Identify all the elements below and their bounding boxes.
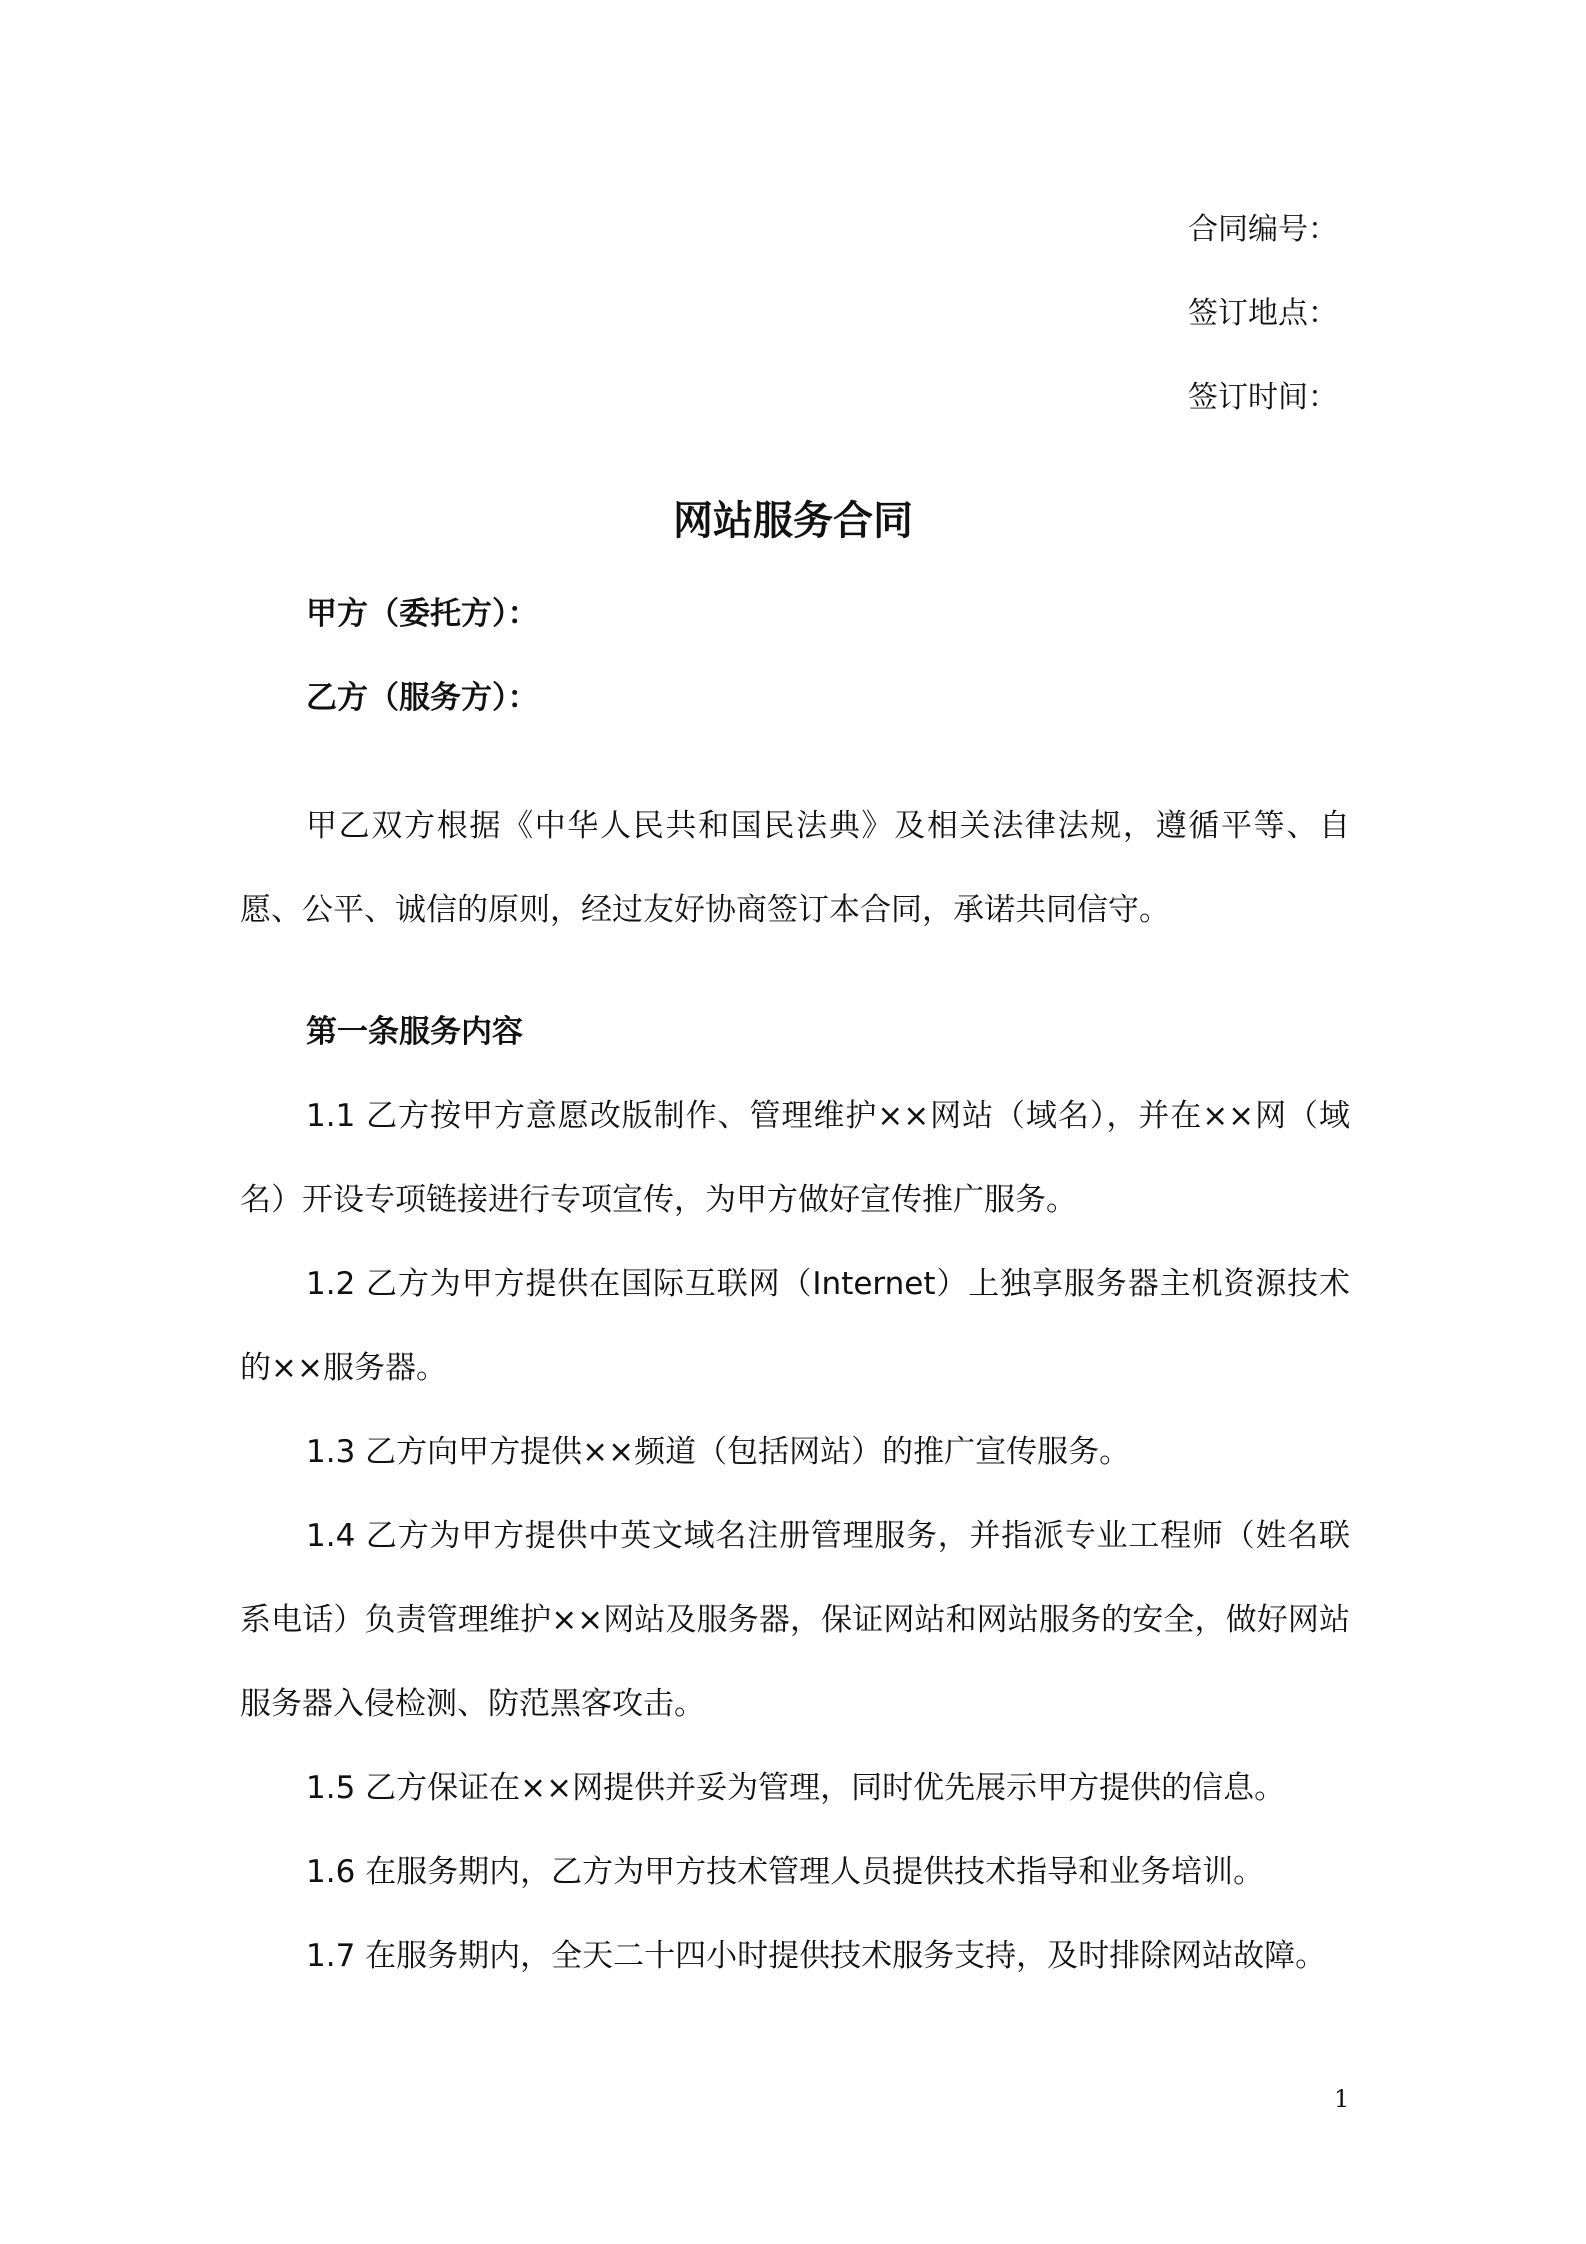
clause-1-6: 1.6 在服务期内，乙方为甲方技术管理人员提供技术指导和业务培训。 — [306, 1854, 1265, 1890]
section-1-heading: 第一条服务内容 — [306, 1014, 523, 1050]
clause-1-7: 1.7 在服务期内，全天二十四小时提供技术服务支持，及时排除网站故障。 — [306, 1938, 1327, 1974]
signing-time-label: 签订时间： — [1188, 380, 1338, 415]
clause-1-5: 1.5 乙方保证在××网提供并妥为管理，同时优先展示甲方提供的信息。 — [306, 1770, 1286, 1806]
document-title: 网站服务合同 — [673, 498, 913, 544]
clause-1-4: 1.4 乙方为甲方提供中英文域名注册管理服务，并指派专业工程师（姓名联系电话）负责管理维护××网站及服务器，保证网站和网站服务的安全，做好网站服务器入侵检测、防范黑客攻击。 — [240, 1518, 1350, 1722]
signing-place-label: 签订地点： — [1188, 296, 1338, 331]
clause-1-2: 1.2 乙方为甲方提供在国际互联网（Internet）上独享服务器主机资源技术的××服务器。 — [240, 1266, 1350, 1386]
page-number: 1 — [1334, 2085, 1350, 2113]
preamble-paragraph: 甲乙双方根据《中华人民共和国民法典》及相关法律法规，遵循平等、自愿、公平、诚信的原则，经过友好协商签订本合同，承诺共同信守。 — [240, 808, 1350, 928]
party-b-label: 乙方（服务方）： — [306, 680, 539, 716]
contract-number-label: 合同编号： — [1188, 212, 1338, 247]
clause-1-1: 1.1 乙方按甲方意愿改版制作、管理维护××网站（域名），并在××网（域名）开设专项链接进行专项宣传，为甲方做好宣传推广服务。 — [240, 1098, 1350, 1218]
clause-1-3: 1.3 乙方向甲方提供××频道（包括网站）的推广宣传服务。 — [306, 1434, 1131, 1470]
party-a-label: 甲方（委托方）： — [306, 596, 539, 632]
